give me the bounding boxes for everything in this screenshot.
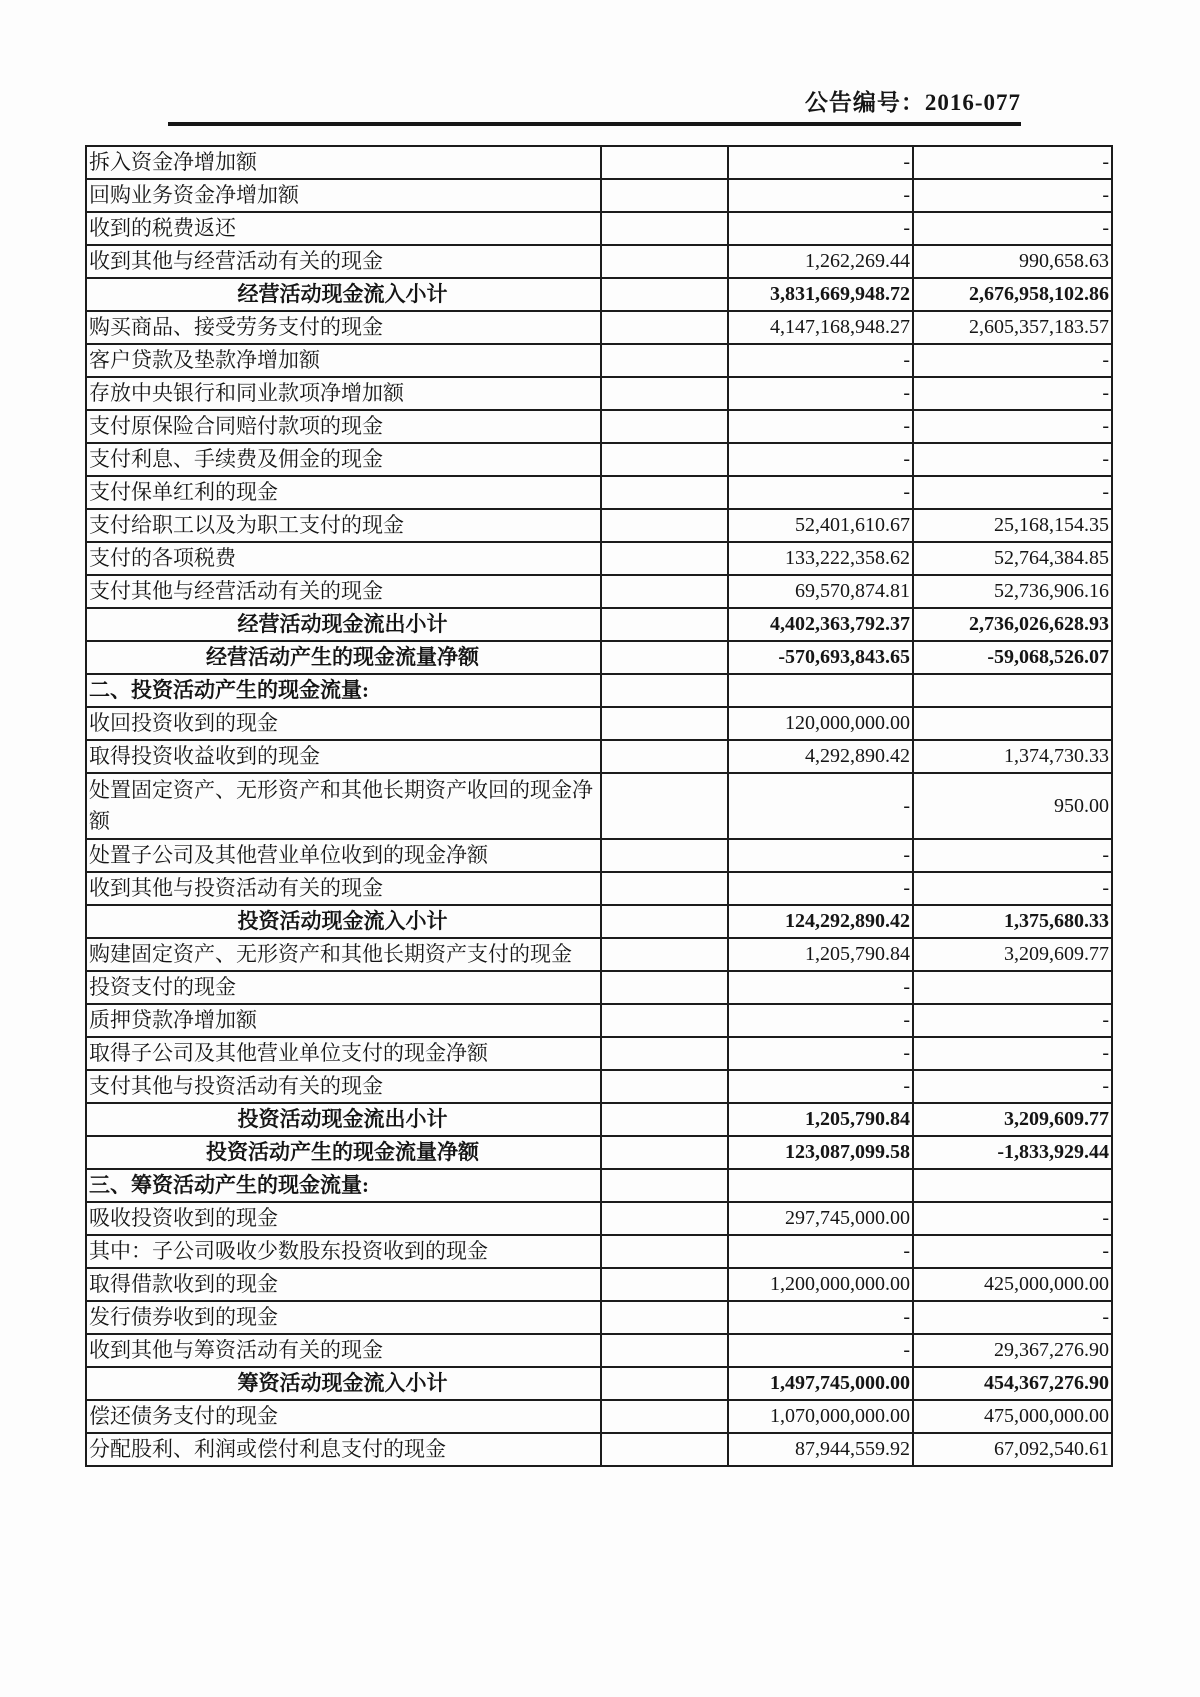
row-item-label: 支付利息、手续费及佣金的现金 (86, 443, 601, 476)
row-prior-period-value: 2,605,357,183.57 (913, 311, 1112, 344)
table-row (86, 740, 1112, 773)
row-note-cell (601, 1136, 728, 1169)
row-note-cell (601, 278, 728, 311)
row-current-period-value: - (728, 1070, 913, 1103)
row-current-period-value: 4,147,168,948.27 (728, 311, 913, 344)
table-row (86, 476, 1112, 509)
table-row (86, 608, 1112, 641)
row-note-cell (601, 1334, 728, 1367)
row-note-cell (601, 839, 728, 872)
row-current-period-value: 87,944,559.92 (728, 1433, 913, 1466)
row-current-period-value: - (728, 971, 913, 1004)
row-current-period-value: - (728, 1037, 913, 1070)
table-row (86, 1103, 1112, 1136)
row-item-label: 二、投资活动产生的现金流量: (86, 674, 601, 707)
table-row (86, 212, 1112, 245)
row-prior-period-value (913, 1169, 1112, 1202)
row-current-period-value: - (728, 179, 913, 212)
table-row (86, 905, 1112, 938)
row-note-cell (601, 971, 728, 1004)
row-item-label: 偿还债务支付的现金 (86, 1400, 601, 1433)
row-current-period-value: - (728, 212, 913, 245)
row-item-label: 收到的税费返还 (86, 212, 601, 245)
row-note-cell (601, 575, 728, 608)
row-item-label: 筹资活动现金流入小计 (86, 1367, 601, 1400)
row-prior-period-value: 25,168,154.35 (913, 509, 1112, 542)
row-prior-period-value: 475,000,000.00 (913, 1400, 1112, 1433)
row-prior-period-value: - (913, 1070, 1112, 1103)
table-row (86, 311, 1112, 344)
row-note-cell (601, 179, 728, 212)
row-prior-period-value: 3,209,609.77 (913, 1103, 1112, 1136)
row-prior-period-value (913, 707, 1112, 740)
table-row (86, 443, 1112, 476)
row-current-period-value: - (728, 839, 913, 872)
table-row (86, 773, 1112, 839)
row-note-cell (601, 344, 728, 377)
table-row (86, 1004, 1112, 1037)
row-item-label: 经营活动现金流入小计 (86, 278, 601, 311)
row-item-label: 投资活动产生的现金流量净额 (86, 1136, 601, 1169)
row-item-label: 取得借款收到的现金 (86, 1268, 601, 1301)
row-prior-period-value: 29,367,276.90 (913, 1334, 1112, 1367)
announcement-number: 公告编号：2016-077 (804, 90, 1021, 115)
table-row (86, 575, 1112, 608)
row-current-period-value (728, 1169, 913, 1202)
table-row (86, 179, 1112, 212)
table-row (86, 1334, 1112, 1367)
table-row (86, 839, 1112, 872)
row-item-label: 分配股利、利润或偿付利息支付的现金 (86, 1433, 601, 1466)
row-item-label: 购建固定资产、无形资产和其他长期资产支付的现金 (86, 938, 601, 971)
row-current-period-value: 297,745,000.00 (728, 1202, 913, 1235)
row-item-label: 其中：子公司吸收少数股东投资收到的现金 (86, 1235, 601, 1268)
row-current-period-value: 1,205,790.84 (728, 938, 913, 971)
row-item-label: 投资支付的现金 (86, 971, 601, 1004)
row-note-cell (601, 1268, 728, 1301)
row-note-cell (601, 773, 728, 839)
row-prior-period-value: - (913, 839, 1112, 872)
row-current-period-value (728, 674, 913, 707)
table-row (86, 377, 1112, 410)
row-current-period-value: 133,222,358.62 (728, 542, 913, 575)
row-note-cell (601, 938, 728, 971)
row-prior-period-value: - (913, 443, 1112, 476)
row-note-cell (601, 542, 728, 575)
row-item-label: 收回投资收到的现金 (86, 707, 601, 740)
row-item-label: 收到其他与投资活动有关的现金 (86, 872, 601, 905)
table-row (86, 1070, 1112, 1103)
row-note-cell (601, 509, 728, 542)
row-note-cell (601, 410, 728, 443)
row-note-cell (601, 311, 728, 344)
row-item-label: 支付给职工以及为职工支付的现金 (86, 509, 601, 542)
row-current-period-value: 120,000,000.00 (728, 707, 913, 740)
table-row (86, 641, 1112, 674)
row-prior-period-value (913, 674, 1112, 707)
row-item-label: 支付原保险合同赔付款项的现金 (86, 410, 601, 443)
table-row (86, 707, 1112, 740)
row-current-period-value: - (728, 377, 913, 410)
row-item-label: 经营活动产生的现金流量净额 (86, 641, 601, 674)
row-current-period-value: - (728, 410, 913, 443)
row-prior-period-value: -1,833,929.44 (913, 1136, 1112, 1169)
row-prior-period-value: - (913, 179, 1112, 212)
row-prior-period-value: - (913, 377, 1112, 410)
row-prior-period-value: 454,367,276.90 (913, 1367, 1112, 1400)
row-item-label: 取得投资收益收到的现金 (86, 740, 601, 773)
table-row (86, 1433, 1112, 1466)
row-note-cell (601, 443, 728, 476)
row-note-cell (601, 1400, 728, 1433)
row-prior-period-value: 2,676,958,102.86 (913, 278, 1112, 311)
table-row (86, 1202, 1112, 1235)
row-prior-period-value: - (913, 476, 1112, 509)
row-prior-period-value: - (913, 212, 1112, 245)
table-row (86, 509, 1112, 542)
row-note-cell (601, 1235, 728, 1268)
table-row (86, 1235, 1112, 1268)
row-prior-period-value: - (913, 1037, 1112, 1070)
row-prior-period-value: - (913, 344, 1112, 377)
row-item-label: 拆入资金净增加额 (86, 146, 601, 179)
row-note-cell (601, 476, 728, 509)
row-current-period-value: 3,831,669,948.72 (728, 278, 913, 311)
row-item-label: 支付其他与经营活动有关的现金 (86, 575, 601, 608)
row-item-label: 客户贷款及垫款净增加额 (86, 344, 601, 377)
row-prior-period-value: 52,736,906.16 (913, 575, 1112, 608)
row-current-period-value: - (728, 443, 913, 476)
row-item-label: 回购业务资金净增加额 (86, 179, 601, 212)
row-prior-period-value: 3,209,609.77 (913, 938, 1112, 971)
cash-flow-table-body (86, 146, 1112, 1466)
row-note-cell (601, 707, 728, 740)
row-note-cell (601, 1367, 728, 1400)
row-current-period-value: 124,292,890.42 (728, 905, 913, 938)
row-item-label: 取得子公司及其他营业单位支付的现金净额 (86, 1037, 601, 1070)
row-current-period-value: - (728, 1334, 913, 1367)
row-item-label: 收到其他与筹资活动有关的现金 (86, 1334, 601, 1367)
table-row (86, 146, 1112, 179)
row-item-label: 经营活动现金流出小计 (86, 608, 601, 641)
row-prior-period-value: - (913, 146, 1112, 179)
row-current-period-value: - (728, 1004, 913, 1037)
row-prior-period-value: - (913, 1202, 1112, 1235)
row-current-period-value: 52,401,610.67 (728, 509, 913, 542)
table-row (86, 1268, 1112, 1301)
table-row (86, 1367, 1112, 1400)
row-item-label: 支付保单红利的现金 (86, 476, 601, 509)
table-row (86, 542, 1112, 575)
row-prior-period-value: - (913, 410, 1112, 443)
row-current-period-value: 1,205,790.84 (728, 1103, 913, 1136)
row-item-label: 吸收投资收到的现金 (86, 1202, 601, 1235)
row-prior-period-value: 52,764,384.85 (913, 542, 1112, 575)
row-current-period-value: - (728, 344, 913, 377)
table-row (86, 410, 1112, 443)
row-prior-period-value: - (913, 1301, 1112, 1334)
table-row (86, 1136, 1112, 1169)
row-prior-period-value: 1,374,730.33 (913, 740, 1112, 773)
row-prior-period-value: 1,375,680.33 (913, 905, 1112, 938)
table-row (86, 1037, 1112, 1070)
document-header (168, 90, 1021, 126)
table-row (86, 1169, 1112, 1202)
row-item-label: 收到其他与经营活动有关的现金 (86, 245, 601, 278)
row-item-label: 处置子公司及其他营业单位收到的现金净额 (86, 839, 601, 872)
table-row (86, 971, 1112, 1004)
row-prior-period-value: 425,000,000.00 (913, 1268, 1112, 1301)
table-row (86, 245, 1112, 278)
row-item-label: 质押贷款净增加额 (86, 1004, 601, 1037)
row-item-label: 支付的各项税费 (86, 542, 601, 575)
row-note-cell (601, 641, 728, 674)
row-current-period-value: - (728, 476, 913, 509)
row-note-cell (601, 1301, 728, 1334)
table-row (86, 938, 1112, 971)
row-note-cell (601, 674, 728, 707)
row-prior-period-value: 950.00 (913, 773, 1112, 839)
table-row (86, 1301, 1112, 1334)
row-prior-period-value (913, 971, 1112, 1004)
row-note-cell (601, 146, 728, 179)
row-note-cell (601, 245, 728, 278)
row-current-period-value: 1,070,000,000.00 (728, 1400, 913, 1433)
row-note-cell (601, 872, 728, 905)
table-row (86, 872, 1112, 905)
row-prior-period-value: 990,658.63 (913, 245, 1112, 278)
row-note-cell (601, 1433, 728, 1466)
row-note-cell (601, 1037, 728, 1070)
row-current-period-value: 123,087,099.58 (728, 1136, 913, 1169)
row-prior-period-value: 67,092,540.61 (913, 1433, 1112, 1466)
row-item-label: 投资活动现金流出小计 (86, 1103, 601, 1136)
row-current-period-value: 4,402,363,792.37 (728, 608, 913, 641)
row-prior-period-value: 2,736,026,628.93 (913, 608, 1112, 641)
row-note-cell (601, 740, 728, 773)
row-item-label: 处置固定资产、无形资产和其他长期资产收回的现金净额 (86, 773, 601, 839)
row-item-label: 发行债券收到的现金 (86, 1301, 601, 1334)
row-note-cell (601, 905, 728, 938)
row-item-label: 存放中央银行和同业款项净增加额 (86, 377, 601, 410)
table-row (86, 344, 1112, 377)
table-row (86, 1400, 1112, 1433)
row-note-cell (601, 1004, 728, 1037)
row-current-period-value: - (728, 773, 913, 839)
row-prior-period-value: -59,068,526.07 (913, 641, 1112, 674)
row-note-cell (601, 377, 728, 410)
row-note-cell (601, 608, 728, 641)
row-current-period-value: 1,200,000,000.00 (728, 1268, 913, 1301)
row-prior-period-value: - (913, 1004, 1112, 1037)
row-item-label: 三、筹资活动产生的现金流量: (86, 1169, 601, 1202)
cash-flow-statement-table (85, 145, 1113, 1467)
row-current-period-value: - (728, 146, 913, 179)
row-item-label: 支付其他与投资活动有关的现金 (86, 1070, 601, 1103)
row-note-cell (601, 1103, 728, 1136)
table-row (86, 278, 1112, 311)
row-prior-period-value: - (913, 1235, 1112, 1268)
row-current-period-value: - (728, 1235, 913, 1268)
row-current-period-value: - (728, 872, 913, 905)
row-note-cell (601, 1070, 728, 1103)
row-current-period-value: 1,497,745,000.00 (728, 1367, 913, 1400)
row-current-period-value: 69,570,874.81 (728, 575, 913, 608)
row-note-cell (601, 212, 728, 245)
row-item-label: 购买商品、接受劳务支付的现金 (86, 311, 601, 344)
row-current-period-value: - (728, 1301, 913, 1334)
row-note-cell (601, 1202, 728, 1235)
row-prior-period-value: - (913, 872, 1112, 905)
row-current-period-value: 4,292,890.42 (728, 740, 913, 773)
table-row (86, 674, 1112, 707)
row-current-period-value: -570,693,843.65 (728, 641, 913, 674)
row-current-period-value: 1,262,269.44 (728, 245, 913, 278)
row-item-label: 投资活动现金流入小计 (86, 905, 601, 938)
row-note-cell (601, 1169, 728, 1202)
